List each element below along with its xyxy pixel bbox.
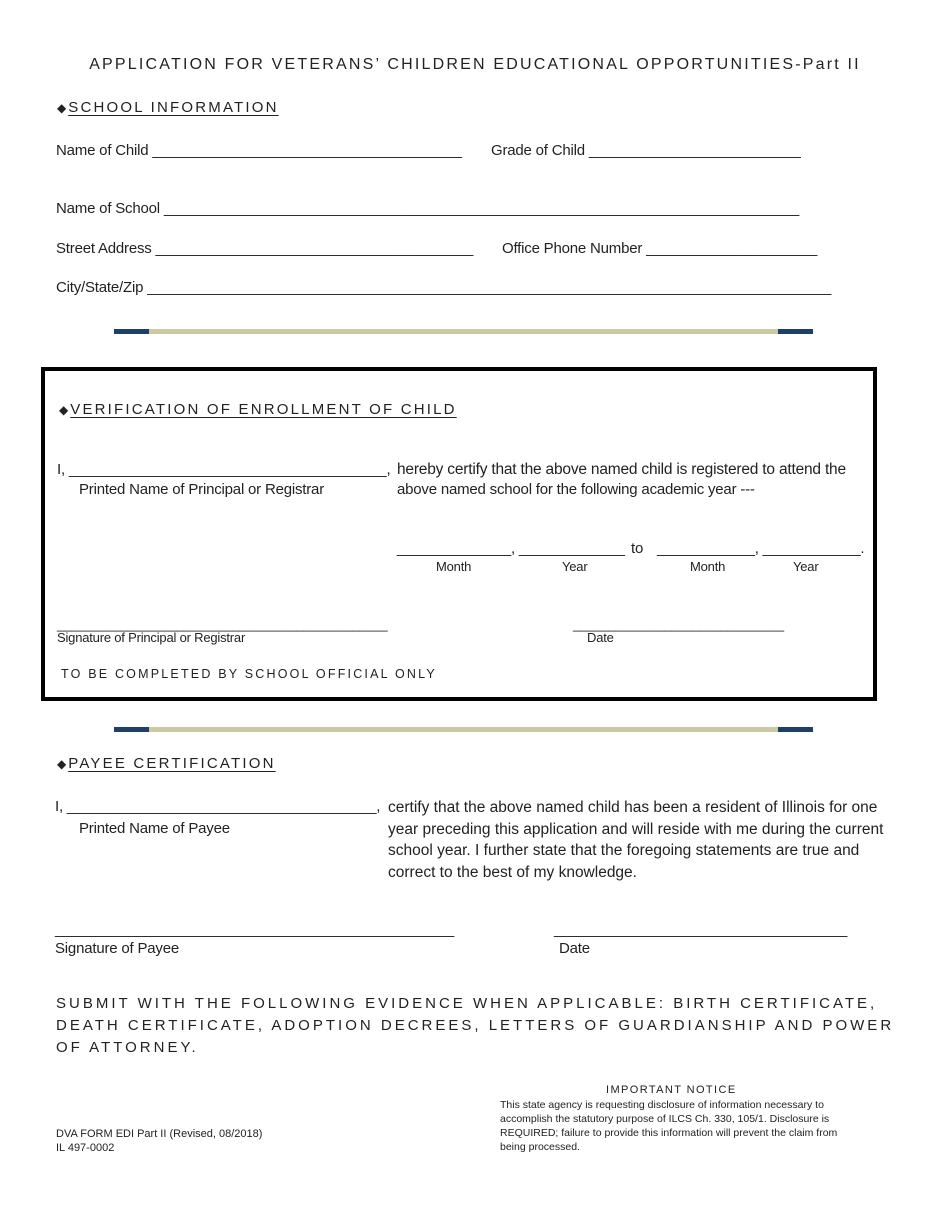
city-state-zip-field[interactable]: City/State/Zip ____________________________________________________________________________________ [56, 279, 832, 296]
office-phone-field[interactable]: Office Phone Number _____________________ [502, 240, 818, 257]
payee-signature-label: Signature of Payee [55, 940, 179, 957]
end-date-field[interactable]: ____________, ____________. [657, 540, 865, 557]
name-of-school-field[interactable]: Name of School ______________________________________________________________________________ [56, 200, 799, 217]
payee-certify-text: certify that the above named child has been a resident of Illinois for one year preceding this application and will reside with me during the current school year. I further state that the foregoing statements are true and correct to the best of my knowledge. [388, 799, 884, 881]
principal-name-label: Printed Name of Principal or Registrar [79, 481, 324, 498]
school-official-note: TO BE COMPLETED BY SCHOOL OFFICIAL ONLY [61, 667, 437, 681]
payee-signature-field[interactable]: _________________________________________________ [55, 921, 454, 938]
principal-signature-label: Signature of Principal or Registrar [57, 630, 246, 645]
form-title: APPLICATION FOR VETERANS’ CHILDREN EDUCATIONAL OPPORTUNITIES-Part II [89, 56, 861, 73]
verification-date-label: Date [587, 630, 614, 645]
street-address-field[interactable]: Street Address _______________________________________ [56, 240, 474, 257]
to-label: to [631, 540, 644, 557]
payee-name-field[interactable]: I, ______________________________________, [55, 798, 381, 815]
payee-date-field[interactable]: ____________________________________ [554, 921, 848, 938]
start-date-field[interactable]: ______________, _____________ [397, 540, 625, 557]
il-number: IL 497-0002 [56, 1142, 115, 1154]
principal-name-field[interactable]: I, _______________________________________, [57, 461, 391, 478]
payee-date-label: Date [559, 940, 590, 957]
end-month-label: Month [690, 559, 726, 574]
certify-line-2: above named school for the following academic year --- [397, 481, 755, 498]
principal-signature-field[interactable]: _______________________________________________ [57, 617, 388, 632]
certify-line-1: hereby certify that the above named child is registered to attend the [397, 461, 846, 478]
section-divider [114, 727, 813, 732]
important-notice-text: This state agency is requesting disclosure of information necessary to accomplish the statutory purpose of ILCS Ch. 330, 105/1. Disclosure is REQUIRED; failure to provide this information will prevent the claim from being processed. [500, 1099, 838, 1153]
diamond-bullet-icon: ◆ [57, 101, 67, 115]
diamond-bullet-icon: ◆ [57, 757, 67, 771]
payee-heading: ◆ PAYEE CERTIFICATION [57, 755, 276, 772]
form-number: DVA FORM EDI Part II (Revised, 08/2018) [56, 1128, 263, 1140]
important-notice-heading: IMPORTANT NOTICE [606, 1084, 737, 1096]
school-info-heading: ◆ SCHOOL INFORMATION [57, 99, 279, 116]
verification-date-field[interactable]: ______________________________ [573, 617, 784, 632]
grade-of-child-field[interactable]: Grade of Child __________________________ [491, 142, 801, 159]
end-year-label: Year [793, 559, 819, 574]
section-divider [114, 329, 813, 334]
start-year-label: Year [562, 559, 588, 574]
diamond-bullet-icon: ◆ [59, 403, 69, 417]
name-of-child-field[interactable]: Name of Child ______________________________________ [56, 142, 462, 159]
verification-heading: ◆ VERIFICATION OF ENROLLMENT OF CHILD [59, 401, 457, 418]
start-month-label: Month [436, 559, 472, 574]
submit-evidence-note: SUBMIT WITH THE FOLLOWING EVIDENCE WHEN APPLICABLE: BIRTH CERTIFICATE, DEATH CERTIFICATE, ADOPTION DECREES, LETTERS OF GUARDIANSHIP AND POWER OF ATTORNEY. [56, 995, 895, 1056]
payee-name-label: Printed Name of Payee [79, 820, 230, 837]
